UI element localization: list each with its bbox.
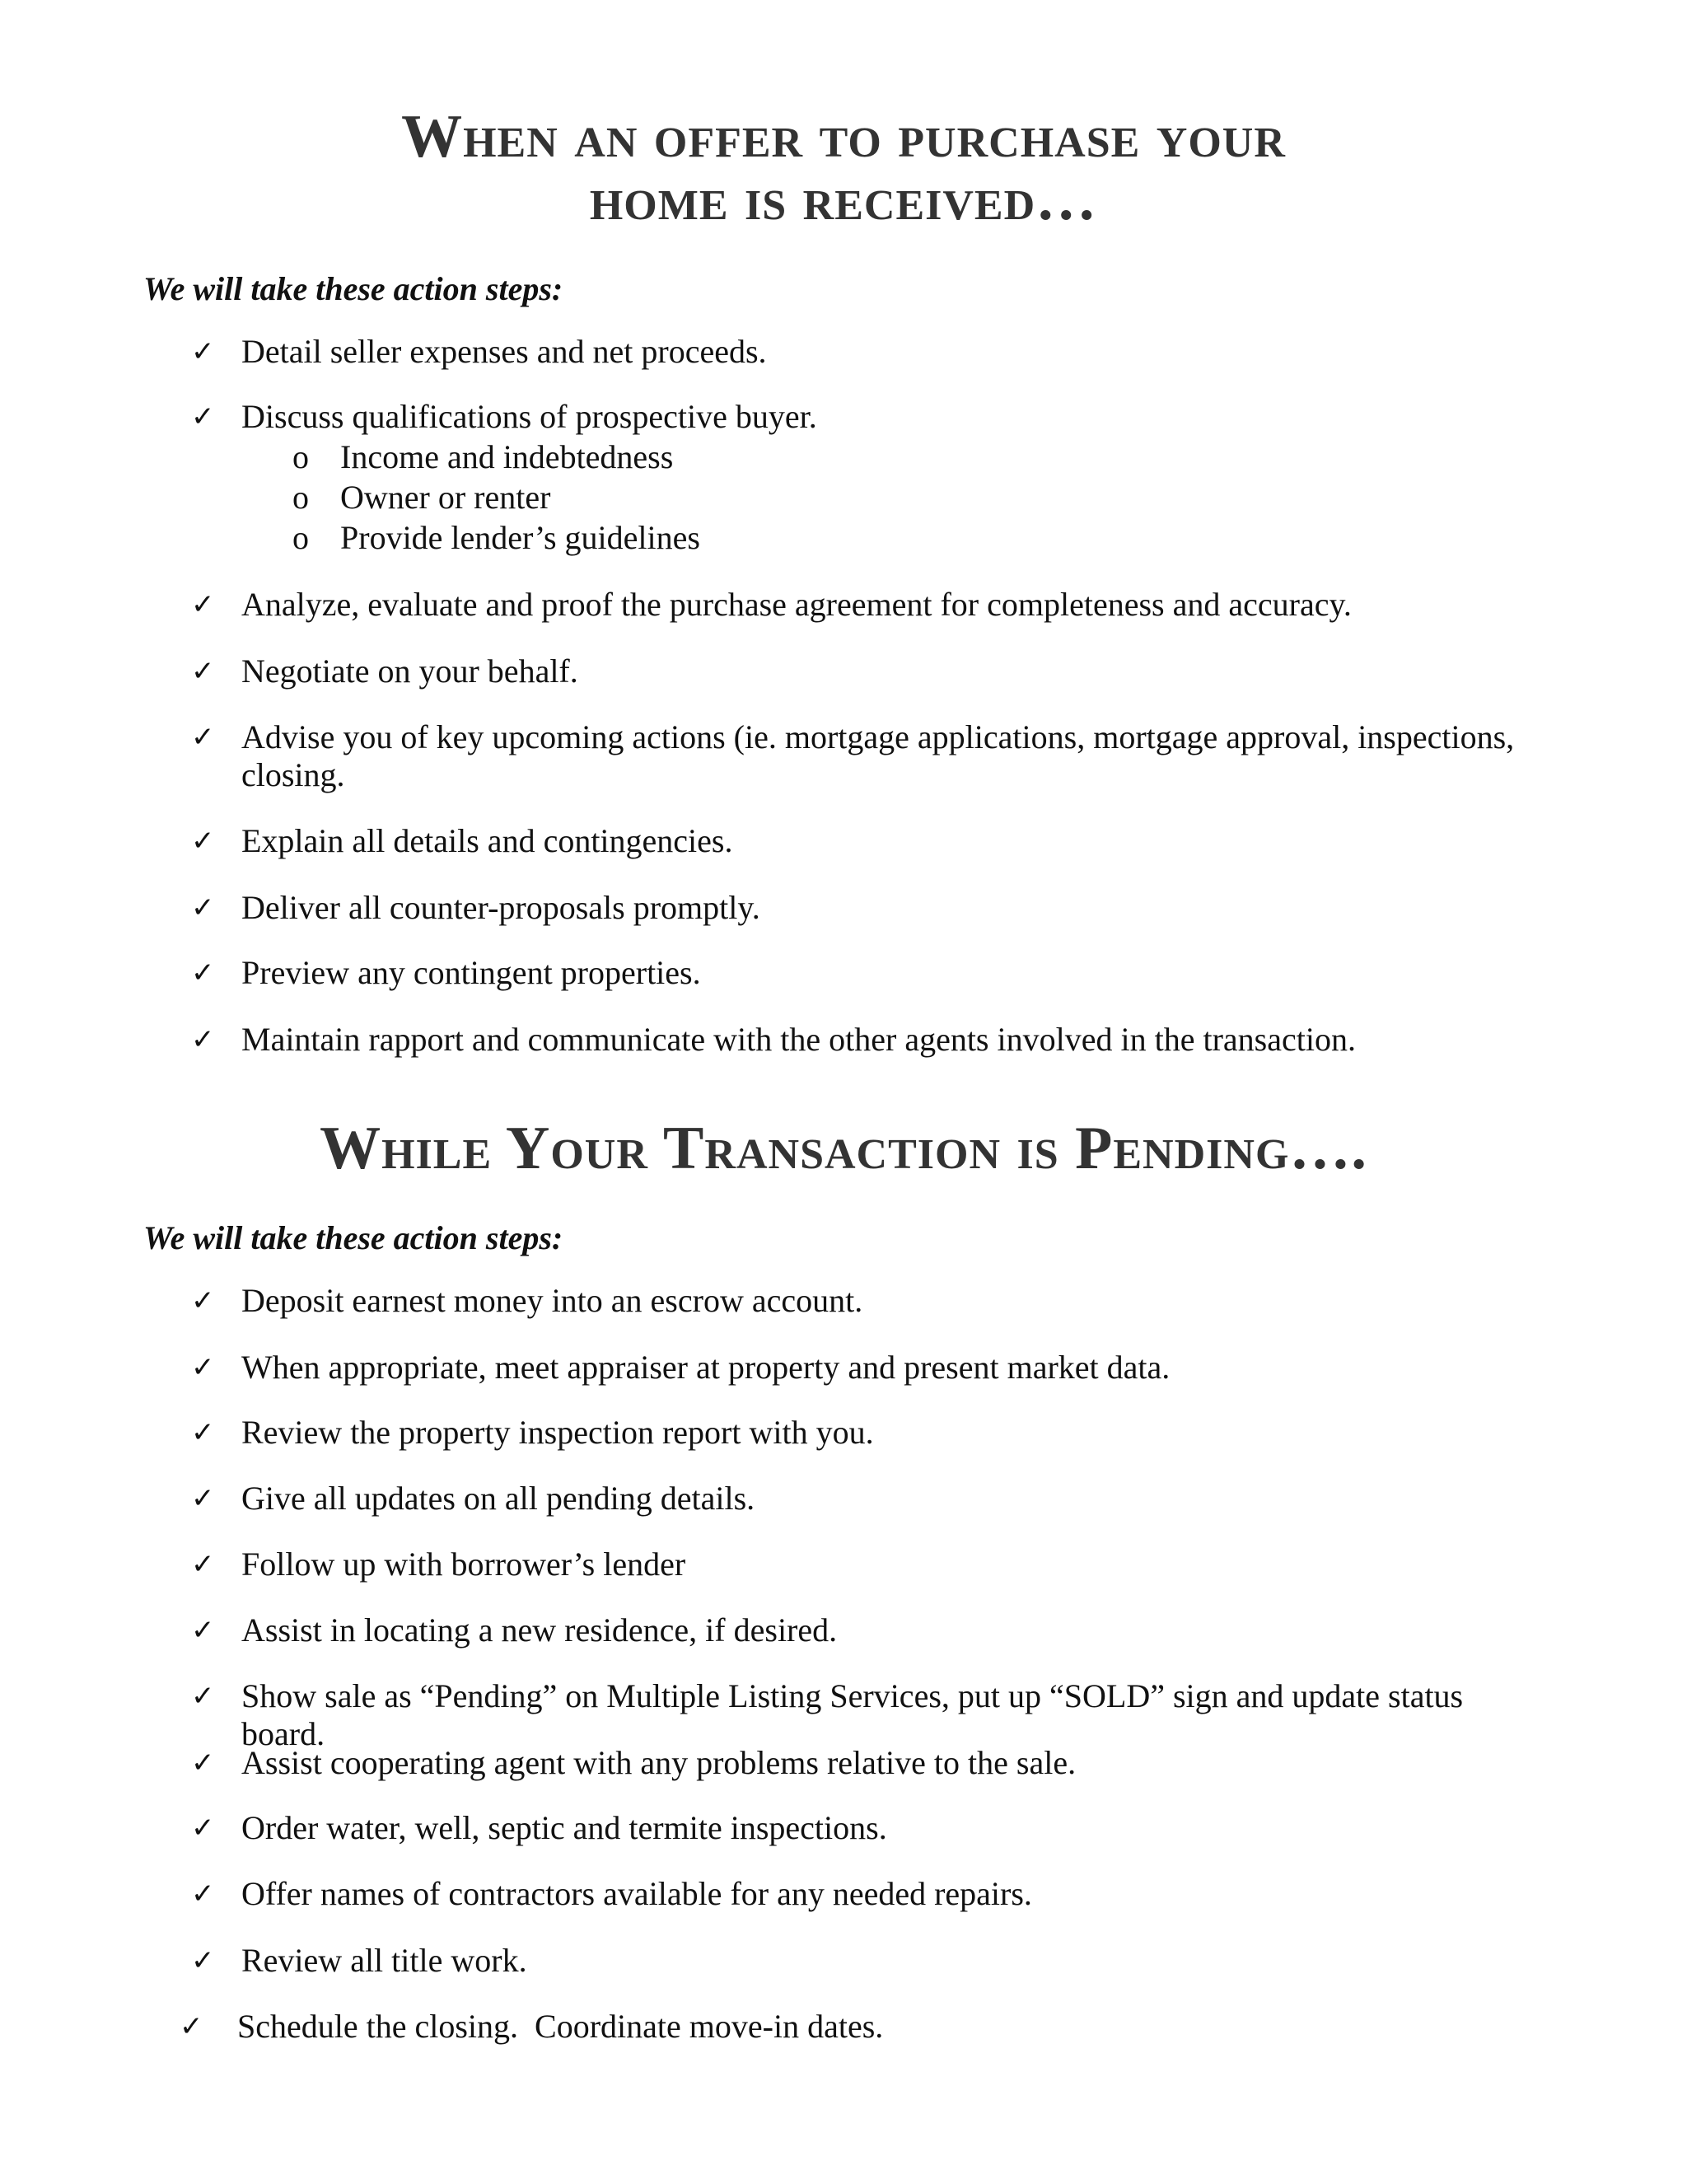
list-item-text: Advise you of key upcoming actions (ie. mortgage applications, mortgage approval, inspections, closing. (241, 718, 1515, 793)
sub-list-item-text: Income and indebtedness (340, 438, 674, 475)
list-item-text: Maintain rapport and communicate with the other agents involved in the transaction. (241, 1021, 1356, 1058)
checkmark-icon: ✓ (191, 721, 215, 754)
checkmark-icon: ✓ (191, 1482, 215, 1515)
list-item-text: Give all updates on all pending details. (241, 1480, 755, 1517)
sub-list-item-text: Owner or renter (340, 479, 551, 516)
list-item-text: Assist cooperating agent with any problems relative to the sale. (241, 1744, 1077, 1781)
section1-heading-line1: When an offer to purchase your (401, 103, 1286, 171)
checkmark-icon: ✓ (191, 1284, 215, 1317)
checkmark-icon: ✓ (191, 891, 215, 924)
checkmark-icon: ✓ (191, 655, 215, 688)
list-item-text: Deliver all counter-proposals promptly. (241, 889, 760, 926)
list-item-text: Show sale as “Pending” on Multiple Listing Services, put up “SOLD” sign and update status board. (241, 1677, 1464, 1752)
checkmark-icon: ✓ (191, 335, 215, 368)
list-item-text: Preview any contingent properties. (241, 954, 701, 991)
checkmark-icon: ✓ (191, 400, 215, 433)
list-item-text: Follow up with borrower’s lender (241, 1546, 686, 1583)
checkmark-icon: ✓ (191, 1351, 215, 1384)
checkmark-icon: ✓ (191, 1416, 215, 1449)
checkmark-icon: ✓ (191, 1812, 215, 1845)
section2-intro: We will take these action steps: (143, 1219, 563, 1256)
checkmark-icon: ✓ (191, 1614, 215, 1647)
list-item-text: Deposit earnest money into an escrow account. (241, 1282, 863, 1319)
list-item-text: Schedule the closing. Coordinate move-in dates. (237, 2008, 884, 2045)
sub-list-item-text: Provide lender’s guidelines (340, 519, 700, 556)
list-item-text: Assist in locating a new residence, if desired. (241, 1611, 838, 1649)
list-item-text: When appropriate, meet appraiser at property and present market data. (241, 1349, 1171, 1386)
checkmark-icon: ✓ (191, 1680, 215, 1713)
checkmark-icon: ✓ (191, 1548, 215, 1581)
checkmark-icon: ✓ (191, 588, 215, 621)
section1-heading-line2: home is received… (589, 166, 1098, 233)
checkmark-icon: ✓ (191, 1023, 215, 1056)
list-item-text: Review all title work. (241, 1942, 527, 1979)
section1-intro: We will take these action steps: (143, 270, 563, 307)
list-item-text: Analyze, evaluate and proof the purchase agreement for completeness and accuracy. (241, 586, 1352, 623)
list-item-text: Discuss qualifications of prospective buyer. (241, 398, 817, 435)
section1-heading (0, 105, 1687, 231)
checkmark-icon: ✓ (191, 825, 215, 858)
list-item-text: Offer names of contractors available for any needed repairs. (241, 1875, 1032, 1912)
section2-heading: While Your Transaction is Pending…. (320, 1115, 1367, 1182)
list-item-text: Negotiate on your behalf. (241, 652, 578, 690)
checkmark-icon: ✓ (191, 1747, 215, 1779)
circle-bullet-icon: o (292, 438, 309, 475)
circle-bullet-icon: o (292, 519, 309, 556)
checkmark-icon: ✓ (180, 2010, 203, 2043)
list-item-text: Detail seller expenses and net proceeds. (241, 333, 767, 370)
circle-bullet-icon: o (292, 479, 309, 516)
checkmark-icon: ✓ (191, 956, 215, 989)
list-item-text: Order water, well, septic and termite inspections. (241, 1809, 887, 1846)
checkmark-icon: ✓ (191, 1944, 215, 1977)
list-item-text: Explain all details and contingencies. (241, 822, 733, 859)
list-item-text: Review the property inspection report with you. (241, 1414, 874, 1451)
checkmark-icon: ✓ (191, 1878, 215, 1910)
